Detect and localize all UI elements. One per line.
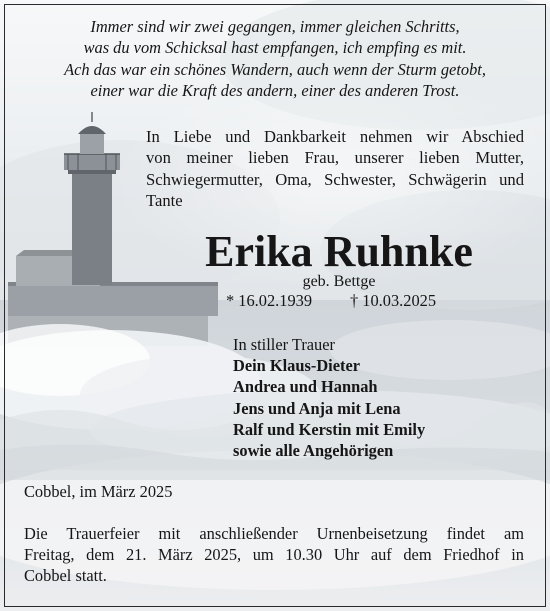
intro-line: Schwiegermutter, Oma, Schwester, Schwägerin und bbox=[146, 169, 524, 189]
mourner-line: Jens und Anja mit Lena bbox=[233, 398, 401, 418]
poem-line: was du vom Schicksal hast empfangen, ich empfing es mit. bbox=[83, 38, 467, 58]
funeral-line: Freitag, dem 21. März 2025, um 10.30 Uhr auf dem Friedhof in bbox=[24, 545, 524, 565]
deceased-name: Erika Ruhnke bbox=[205, 227, 473, 276]
poem bbox=[0, 16, 550, 101]
intro-line: Tante bbox=[146, 190, 183, 210]
birth-date: * 16.02.1939 bbox=[226, 291, 313, 310]
intro-line: In Liebe und Dankbarkeit nehmen wir Abschied bbox=[146, 127, 524, 146]
mourners bbox=[233, 334, 533, 461]
place-date: Cobbel, im März 2025 bbox=[24, 482, 173, 501]
funeral-line: Die Trauerfeier mit anschließender Urnenbeisetzung findet am bbox=[24, 524, 524, 543]
death-date: † 10.03.2025 bbox=[350, 291, 437, 310]
maiden-name: geb. Bettge bbox=[302, 273, 376, 290]
poem-line: Immer sind wir zwei gegangen, immer gleichen Schritts, bbox=[90, 17, 460, 36]
mourner-line: Andrea und Hannah bbox=[233, 377, 378, 397]
funeral-info bbox=[24, 523, 524, 587]
mourner-line: Dein Klaus-Dieter bbox=[233, 356, 361, 376]
poem-line: einer war die Kraft des andern, einer des anderen Trost. bbox=[90, 80, 460, 100]
poem-line: Ach das war ein schönes Wandern, auch wenn der Sturm getobt, bbox=[64, 59, 486, 79]
farewell-intro bbox=[146, 126, 524, 211]
mourner-line: sowie alle Angehörigen bbox=[233, 441, 394, 461]
intro-line: von meiner lieben Frau, unserer lieben Mutter, bbox=[146, 148, 524, 168]
mourners-heading: In stiller Trauer bbox=[233, 335, 335, 354]
mourner-line: Ralf und Kerstin mit Emily bbox=[233, 419, 426, 439]
funeral-line: Cobbel statt. bbox=[24, 566, 107, 586]
